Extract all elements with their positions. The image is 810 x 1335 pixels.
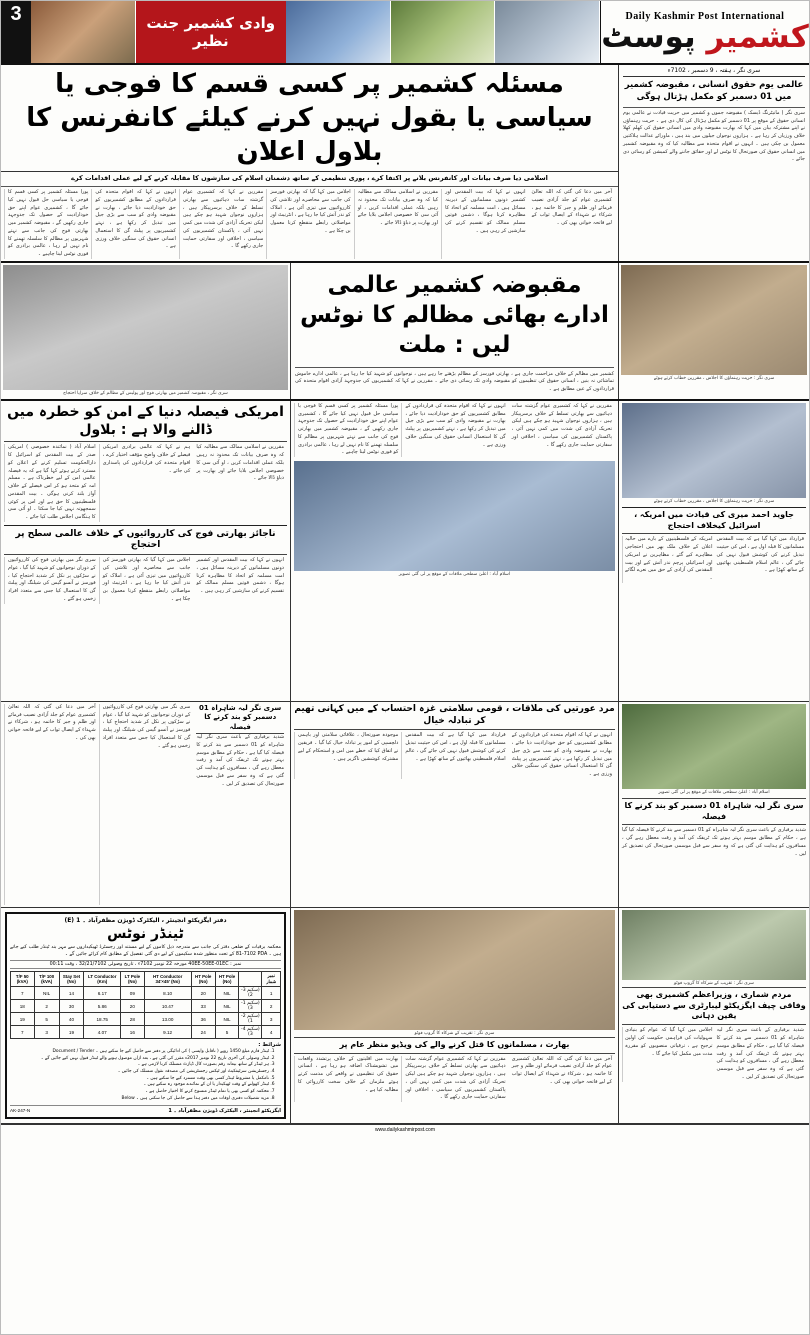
officials-photo-caption: اسلام آباد : اعلیٰ سطحی ملاقات کے موقع پر لی گئی تصویر — [658, 789, 770, 795]
cell-hp: NIL — [215, 1013, 239, 1026]
cell-ltpole: 20 — [121, 1000, 144, 1013]
cell-serial: 2 — [262, 1000, 281, 1013]
article-7b-headline: بھارت ، مسلمانوں کا قتل کرنے والے کی ویڈیو منظر عام پر — [294, 1037, 615, 1054]
col-t50: T/F 50 (kVA) — [11, 972, 35, 987]
cell-scheme: (سکیم 2-1) — [239, 1013, 262, 1026]
cell-ltcond: 4.07 — [84, 1026, 121, 1039]
col-scheme — [239, 972, 262, 987]
list-item: 2. ٹینڈر وصولی کی آخری تاریخ 22 نومبر 2017ء مقرر کی گئی ہے ، بعد ازاں موصول ہونے والے ٹینڈر قبول نہیں کیے جائیں گے ۔ — [10, 1056, 269, 1063]
cell-ltcond: 5.86 — [84, 1000, 121, 1013]
article-1-body: اسلام آباد ( نمائندہ خصوصی ) امریکی صدر کے بیت المقدس کو اسرائیل کا دارالحکومت تسلیم کرنے کے اعلان کو مسترد کرتے ہوئے کہا گیا ہے کہ یہ فیصلہ عالمی امن کے لیے خطرناک ہے ۔ مسلم امہ کو متحد ہو کر اس فیصلے کے خلاف آواز بلند کرنی ہوگی ۔ بیت المقدس فلسطینیوں کا حق ہے اور اس پر کوئی سمجھوتہ نہیں کیا جا سکتا ۔ او آئی سی کا ہنگامی اجلاس طلب کیا جائے ۔ — [4, 444, 99, 522]
tender-notice — [5, 912, 286, 1119]
cell-stay: 14 — [59, 987, 83, 1000]
list-item: 6. ٹینڈر کھولنے کے وقت ٹھیکیدار یا ان کے نمائندے موجود رہ سکتے ہیں ۔ — [10, 1082, 269, 1089]
page-number: 3 — [1, 1, 31, 63]
mid-column-1: پورا مسئلہ کشمیر پر کسی قسم کا فوجی یا سیاسی حل قبول نہیں کیا جائے گا ، کشمیری عوام اپنے حق خودارادیت کے حصول تک جدوجہد جاری رکھیں گے ، مقبوضہ کشمیر میں بھارتی فوج کی جانب سے نہتے شہریوں پر مظالم کا سلسلہ تھمنے کا نام نہیں لے رہا ، عالمی برادری کو فوری نوٹس لینا چاہیے ۔ — [294, 403, 401, 457]
rhs-body: سری نگر ( مانیٹرنگ ڈیسک ) مقبوضہ جموں و کشمیر میں حریت قیادت نے عالمی یوم انسانی حقوق کے موقع پر 10 دسمبر کو مکمل ہڑتال کی کال دی ہے ۔ حریت رہنماؤں نے اپنے مشترکہ بیان میں کہا کہ بھارت مقبوضہ وادی میں انسانی حقوق کی کھلم کھلا خلاف ورزیاں کر رہا ہے ۔ ہزاروں نوجوان جیلوں میں بند ہیں ، ماورائے عدالت ہلاکتیں معمول بن چکی ہیں ۔ انہوں نے اقوام متحدہ سے مطالبہ کیا کہ وہ مقبوضہ کشمیر میں انسانی حقوق کی صورتحال کا نوٹس لے اور حقائق جاننے والے کمیشن کو رسائی دی جائے ۔ — [623, 109, 805, 163]
article-5-body: موجودہ صورتحال ، علاقائی سلامتی اور باہمی دلچسپی کے امور پر تبادلہ خیال کیا گیا ۔ فریقین نے اتفاق کیا کہ خطے میں امن و استحکام کے لیے مشترکہ کوششیں ناگزیر ہیں ۔ — [294, 732, 401, 779]
cell-hp: NIL — [215, 987, 239, 1000]
lead-column-3: مقررین نے کہا کہ کشمیری عوام گزشتہ سات دہائیوں سے بھارتی تسلط کے خلاف برسرپیکار ہیں ، ہزاروں نوجوان شہید ہو چکے ہیں لیکن تحریک آزادی کی شدت میں کمی نہیں آئی ، پاکستان کشمیریوں کی سیاسی ، اخلاقی اور سفارتی حمایت جاری رکھے گا ۔ — [179, 189, 266, 259]
col-stay: Stay Set (No) — [59, 972, 83, 987]
article-8-body: اجلاس میں کہا گیا کہ عوام کو بنیادی سہولیات کی فراہمی حکومت کی اولین ترجیح ہے ، ترقیاتی منصوبوں کو مقررہ مدت میں مکمل کیا جائے گا ۔ — [622, 1027, 715, 1081]
cell-stay: 19 — [59, 1026, 83, 1039]
article-3-headline: جاوید احمد میری کی قیادت میں امریکہ ، اسرائیل کیخلاف احتجاج — [622, 510, 806, 535]
cell-htpole: 33 — [191, 1000, 215, 1013]
cell-stay: 40 — [59, 1013, 83, 1026]
table-row — [11, 1013, 281, 1026]
cell-serial: 3 — [262, 1013, 281, 1026]
lead-column-5: مقررین نے اسلامی ممالک سے مطالبہ کیا کہ وہ صرف بیانات تک محدود نہ رہیں بلکہ عملی اقدامات کریں ، او آئی سی کا خصوصی اجلاس بلایا جائے اور بھارت پر دباؤ ڈالا جائے ۔ — [354, 189, 441, 259]
cell-ltpole: 09 — [121, 987, 144, 1000]
cell-ltpole: 28 — [121, 1013, 144, 1026]
group-photo-caption: سری نگر : تقریب کے شرکاء کا گروپ فوٹو — [414, 1030, 495, 1036]
cell-scheme: (سکیم 4-3) — [239, 1026, 262, 1039]
cell-htcond: 13.00 — [144, 1013, 191, 1026]
cell-ltcond: 6.17 — [84, 987, 121, 1000]
masthead-photo-4 — [495, 1, 600, 63]
tender-conditions-list — [10, 1049, 269, 1102]
cell-htcond: 10.47 — [144, 1000, 191, 1013]
cell-t50: 19 — [11, 1013, 35, 1026]
article-7b-body: بھارت میں اقلیتوں کے خلاف پرتشدد واقعات میں تشویشناک اضافہ ہو رہا ہے ، انسانی حقوق کی تنظیموں نے واقعے کی مذمت کرتے ہوئے ملزمان کے خلاف سخت کارروائی کا مطالبہ کیا ہے ۔ — [294, 1056, 401, 1103]
mid-column-3: مقررین نے کہا کہ کشمیری عوام گزشتہ سات دہائیوں سے بھارتی تسلط کے خلاف برسرپیکار ہیں ، ہزاروں نوجوان شہید ہو چکے ہیں لیکن تحریک آزادی کی شدت میں کمی نہیں آئی ، پاکستان کشمیریوں کی سیاسی ، اخلاقی اور سفارتی حمایت جاری رکھے گا ۔ — [511, 402, 612, 448]
table-row — [11, 1026, 281, 1039]
page-footer: www.dailykashmirpost.com — [1, 1124, 809, 1135]
article-7-headline: سری نگر لیہ شاہراہ 10 دسمبر کو بند کرنے کا فیصلہ — [622, 798, 806, 826]
tender-table — [10, 971, 281, 1039]
tender-intro: محکمہ برقیات کے ضلعی دفتر کی جانب سے مندرجہ ذیل کاموں کے لیے مستند اور رجسٹرڈ ٹھیکیداروں سے مہر بند ٹینڈر طلب کیے جاتے ہیں ۔ ADP 2017-18 کے تحت منظور شدہ سکیموں کے لیے دی گئی تفصیل کے مطابق کام کرائے جائیں گے ۔ — [10, 944, 281, 958]
seminar-photo — [622, 403, 806, 498]
tender-reference: نمبر : CE10-EE05-EE04 مورخہ 22 نومبر 2017ء ، تاریخ وصولی 2017/12/23 ، وقت 11:00 — [10, 960, 281, 969]
seminar-photo-caption: سری نگر : حریت رہنماؤں کا اجلاس ، مقررین خطاب کرتے ہوئے — [653, 498, 775, 504]
cell-hp: 5 — [215, 1026, 239, 1039]
officials-photo — [622, 704, 806, 789]
publication-logo — [600, 1, 809, 63]
cell-serial: 1 — [262, 987, 281, 1000]
list-item: 4. رجسٹریشن سرٹیفکیٹ اور ٹیکس رجسٹریشن کی مصدقہ نقول منسلک کی جائیں ۔ — [10, 1069, 269, 1076]
tender-signature: ایگزیکٹو انجینئر ، الیکٹرک ڈویژن مظفرآباد ۔ 1 — [168, 1108, 281, 1115]
list-item: 3. ہر ٹینڈر کے ساتھ بیعانہ رقم بصورت کال ڈپازٹ منسلک کرنا لازمی ہے ۔ — [10, 1062, 269, 1069]
meeting-photo-caption: اسلام آباد : اعلیٰ سطحی ملاقات کے موقع پر لی گئی تصویر — [398, 572, 511, 578]
tender-title: ٹینڈر نوٹس — [107, 925, 184, 942]
list-item: 1. ٹینڈر فارم مبلغ 1450 روپے ( ناقابل واپسی ) کی ادائیگی پر دفتر سے حاصل کیے جا سکتے ہیں ۔ Document / Tender — [10, 1049, 269, 1056]
article-2-body-2: اجلاس میں کہا گیا کہ بھارتی فورسز کی جانب سے محاصرے اور تلاشی کی کارروائیوں میں تیزی آئی ہے ، املاک کو نذر آتش کیا جا رہا ہے ، انٹرنیٹ اور مواصلاتی رابطے منقطع کرنا معمول بن چکا ہے ۔ — [99, 557, 194, 604]
mid-column-2: انہوں نے کہا کہ اقوام متحدہ کی قراردادوں کے مطابق کشمیریوں کو حق خودارادیت دیا جائے ، بھارت نے مقبوضہ وادی کو سب سے بڑی جیل میں تبدیل کر رکھا ہے ، نہتے کشمیریوں پر پیلٹ گن کا استعمال انسانی حقوق کی سنگین خلاف ورزی ہے ۔ — [401, 403, 508, 457]
article-7b-body-3: آخر میں دعا کی گئی کہ اللہ تعالیٰ کشمیری عوام کو جلد آزادی نصیب فرمائے اور ظلم و جبر کا خاتمہ ہو ، شرکاء نے شہداء کے ایصال ثواب کے لیے فاتحہ خوانی بھی کی ۔ — [511, 1055, 612, 1085]
article-7b-body-2: مقررین نے کہا کہ کشمیری عوام گزشتہ سات دہائیوں سے بھارتی تسلط کے خلاف برسرپیکار ہیں ، ہزاروں نوجوان شہید ہو چکے ہیں لیکن تحریک آزادی کی شدت میں کمی نہیں آئی ، پاکستان کشمیریوں کی سیاسی ، اخلاقی اور سفارتی حمایت جاری رکھے گا ۔ — [401, 1056, 508, 1103]
cell-scheme: (سکیم 3-2) — [239, 987, 262, 1000]
group-photo — [294, 910, 615, 1030]
lead-column-7: آخر میں دعا کی گئی کہ اللہ تعالیٰ کشمیری عوام کو جلد آزادی نصیب فرمائے اور ظلم و جبر کا خاتمہ ہو ، شرکاء نے شہداء کے ایصال ثواب کے لیے فاتحہ خوانی بھی کی ۔ — [531, 189, 612, 227]
col-serial: نمبر شمار — [262, 972, 281, 987]
ceremony-photo — [622, 910, 806, 980]
col-ht-pole-2: HT Pole (No) — [215, 972, 239, 987]
cell-t50: 7 — [11, 1026, 35, 1039]
protest-photo — [3, 265, 288, 390]
article-1-body-3: مقررین نے اسلامی ممالک سے مطالبہ کیا کہ وہ صرف بیانات تک محدود نہ رہیں بلکہ عملی اقدامات کریں ، او آئی سی کا خصوصی اجلاس بلایا جائے اور بھارت پر دباؤ ڈالا جائے ۔ — [196, 444, 285, 482]
cell-t100: 3 — [34, 1026, 59, 1039]
col-ht-cond: HT Conductor 34'×45' (No) — [144, 972, 191, 987]
tender-ref-code: AK-247-N — [10, 1108, 31, 1114]
article-6-body: شدید برفباری کے باعث سری نگر لیہ شاہراہ کو 10 دسمبر سے بند کرنے کا فیصلہ کیا گیا ہے ، حکام کے مطابق موسم بہتر ہونے تک ٹریفک کی آمد و رفت معطل رہے گی ، مسافروں کو ہدایت کی گئی ہے کہ وہ سفر سے قبل موسمی صورتحال کی تصدیق کر لیں ۔ — [196, 734, 285, 787]
conference-photo-caption: سری نگر : حریت رہنماؤں کا اجلاس ، مقررین خطاب کرتے ہوئے — [653, 375, 775, 381]
article-5-body-2: قرارداد میں کہا گیا ہے کہ بیت المقدس مسلمانوں کا قبلہ اول ہے ، اس کی حیثیت تبدیل کرنے کی کوشش قبول نہیں کی جائے گی ، عالم اسلام فلسطینی بھائیوں کے ساتھ کھڑا ہے ۔ — [401, 732, 508, 779]
masthead-banner-title: وادی کشمیر جنت نظیر — [136, 1, 286, 63]
list-item: 7. محکمہ کو کسی بھی یا تمام ٹینڈر منسوخ کرنے کا اختیار حاصل ہے ۔ — [10, 1089, 269, 1096]
cell-hp: NIL — [215, 1000, 239, 1013]
article-1-headline: امریکی فیصلہ دنیا کے امن کو خطرہ میں ڈالنے والا ہے : بلاول — [4, 403, 287, 442]
cell-serial: 4 — [262, 1026, 281, 1039]
masthead — [1, 1, 809, 65]
lead-subhead: اسلامی دیا صرف بیانات اور کانفرنس بلانے پر اکتفا کرے ، پوری تنظیمی کے ساتھ دشمنان اسلام کی سازشوں کا مقابلہ کرنے کے لیے عملی اقدامات کرے — [1, 172, 618, 187]
cell-t100: NIL — [34, 987, 59, 1000]
meeting-photo — [294, 461, 615, 571]
second-lead-body: کشمیر میں مظالم کے خلاف مزاحمت جاری ہے ، بھارتی فورسز کے مظالم بڑھتے جا رہے ہیں ، نوجوانوں کو شہید کیا جا رہا ہے ، عالمی ادارے خاموش تماشائی نہ بنیں ، انسانی حقوق کی تنظیموں کو مقبوضہ وادی تک رسائی دی جائے ۔ مقررین نے کہا کہ کشمیریوں کی جدوجہد آزادی اقوام متحدہ کی قراردادوں کے عین مطابق ہے ۔ — [295, 367, 614, 394]
cell-htcond: 9.12 — [144, 1026, 191, 1039]
cell-stay: 30 — [59, 1000, 83, 1013]
article-5-headline: مرد عورتیں کی ملاقات ، قومی سلامتی غزہ احتساب کے میں کہانی تھیم کر تبادلہ خیال — [294, 704, 615, 730]
article-8-headline: مردم شماری ، وزیراعظم کشمیری بھی وفاقی چیف ایگزیکٹو لیبارٹری سے دستیابی کی یقین دہانی — [622, 987, 806, 1025]
cell-t50: 7 — [11, 987, 35, 1000]
lead-headline: مسئلہ کشمیر پر کسی قسم کا فوجی یا سیاسی یا بقول نہیں کرنے کیلئے کانفرنس کا بلاول اعلان — [1, 65, 618, 172]
article-3-body-2: قرارداد میں کہا گیا ہے کہ بیت المقدس مسلمانوں کا قبلہ اول ہے ، اس کی حیثیت تبدیل کرنے کی کوشش قبول نہیں کی جائے گی ، عالم اسلام فلسطینی بھائیوں کے ساتھ کھڑا ہے ۔ — [716, 536, 804, 574]
tender-conditions-title: شرائط : — [258, 1042, 281, 1049]
masthead-photo-3 — [391, 1, 496, 63]
list-item: 5. نامکمل یا مشروط ٹینڈر کسی بھی وقت مسترد کیے جا سکتے ہیں ۔ — [10, 1076, 269, 1083]
cell-t100: 2 — [34, 1000, 59, 1013]
article-7-body: شدید برفباری کے باعث سری نگر لیہ شاہراہ کو 10 دسمبر سے بند کرنے کا فیصلہ کیا گیا ہے ، حکام کے مطابق موسم بہتر ہونے تک ٹریفک کی آمد و رفت معطل رہے گی ، مسافروں کو ہدایت کی گئی ہے کہ وہ سفر سے قبل موسمی صورتحال کی تصدیق کر لیں ۔ — [622, 827, 806, 857]
article-2-headline: ناجائز بھارتی فوج کی کارروائیوں کے خلاف عالمی سطح پر احتجاج — [4, 529, 287, 555]
article-8-body-2: شدید برفباری کے باعث سری نگر لیہ شاہراہ کو 10 دسمبر سے بند کرنے کا فیصلہ کیا گیا ہے ، حکام کے مطابق موسم بہتر ہونے تک ٹریفک کی آمد و رفت معطل رہے گی ، مسافروں کو ہدایت کی گئی ہے کہ وہ سفر سے قبل موسمی صورتحال کی تصدیق کر لیں ۔ — [716, 1027, 804, 1080]
masthead-photo-2 — [286, 1, 391, 63]
table-row — [11, 987, 281, 1000]
ceremony-photo-caption: سری نگر : تقریب کے شرکاء کا گروپ فوٹو — [674, 980, 754, 986]
lead-column-1: پورا مسئلہ کشمیر پر کسی قسم کا فوجی یا سیاسی حل قبول نہیں کیا جائے گا ، کشمیری عوام اپنے حق خودارادیت کے حصول تک جدوجہد جاری رکھیں گے ، مقبوضہ کشمیر میں بھارتی فوج کی جانب سے نہتے شہریوں پر مظالم کا سلسلہ تھمنے کا نام نہیں لے رہا ، عالمی برادری کو فوری نوٹس لینا چاہیے ۔ — [4, 189, 91, 259]
cell-htpole: 36 — [191, 1013, 215, 1026]
col-ht-pole: HT Pole (No) — [191, 972, 215, 987]
cell-scheme: (سکیم 1-3) — [239, 1000, 262, 1013]
cell-htpole: 24 — [191, 1026, 215, 1039]
col-lt-cond: LT Conductor (Km) — [84, 972, 121, 987]
publication-urdu-name: کشمیر پوسٹ — [601, 19, 809, 55]
lead-column-2: انہوں نے کہا کہ اقوام متحدہ کی قراردادوں کے مطابق کشمیریوں کو حق خودارادیت دیا جائے ، بھارت نے مقبوضہ وادی کو سب سے بڑی جیل میں تبدیل کر رکھا ہے ، نہتے کشمیریوں پر پیلٹ گن کا استعمال انسانی حقوق کی سنگین خلاف ورزی ہے ۔ — [91, 189, 178, 259]
col-lt-pole: LT Pole (No) — [121, 972, 144, 987]
masthead-photo-1 — [31, 1, 136, 63]
rhs-headline: عالمی یوم حقوق انسانی ، مقبوضہ کشمیر میں 10 دسمبر کو مکمل ہڑتال ہوگی — [623, 77, 805, 108]
article-2-body: سری نگر میں بھارتی فوج کی کارروائیوں کے دوران نوجوانوں کو شہید کیا گیا ، عوام نے سڑکوں پر نکل کر شدید احتجاج کیا ، فورسز نے آنسو گیس کی شیلنگ اور پیلٹ گن کا استعمال کیا جس سے متعدد افراد زخمی ہو گئے ۔ — [4, 557, 99, 604]
article-6-headline: سری نگر لیہ شاہراہ 10 دسمبر کو بند کرنے کا فیصلہ — [196, 704, 284, 734]
col-t100: T/F 100 (kVA) — [34, 972, 59, 987]
cell-ltpole: 16 — [121, 1026, 144, 1039]
cell-htcond: 8.10 — [144, 987, 191, 1000]
issue-date: سری نگر ، ہفتہ ، 9 دسمبر ، 2017ء — [623, 67, 805, 77]
article-1-body-2: ہم نے کہا کہ عالمی برادری امریکی فیصلے کے خلاف واضح مؤقف اختیار کرے ، اقوام متحدہ کی قراردادوں کی پاسداری کی جائے ۔ — [99, 444, 194, 522]
lead-column-6: انہوں نے کہا کہ بیت المقدس اور کشمیر دونوں مسلمانوں کے دیرینہ مسائل ہیں ، امت مسلمہ کو اتحاد کا مظاہرہ کرنا ہوگا ، دشمن قوتیں مسلم ممالک کو تقسیم کرنے کی سازشیں کر رہی ہیں ۔ — [441, 189, 528, 259]
tender-department: دفتر ایگزیکٹو انجینئر ، الیکٹرک ڈویژن مظفرآباد ۔ 1 (E) — [64, 916, 227, 924]
protest-photo-caption: سری نگر ، مقبوضہ کشمیر میں بھارتی فوج اور پولیس کے مظالم کے خلاف سراپا احتجاج — [63, 390, 228, 396]
tender-table-header-row — [11, 972, 281, 987]
article-3-body: امریکہ کے فلسطینیوں کے بارے میں حالیہ اعلان کے خلاف ملک بھر میں احتجاجی مظاہرے کیے گئے ، مظاہرین نے امریکی اور اسرائیلی پرچم نذر آتش کیے اور بیت المقدس کی آزادی کے حق میں نعرے لگائے ۔ — [622, 536, 715, 583]
band4-col-1: آخر میں دعا کی گئی کہ اللہ تعالیٰ کشمیری عوام کو جلد آزادی نصیب فرمائے اور ظلم و جبر کا خاتمہ ہو ، شرکاء نے شہداء کے ایصال ثواب کے لیے فاتحہ خوانی بھی کی ۔ — [4, 704, 99, 905]
list-item: 8. مزید تفصیلات دفتری اوقات میں دفتر ہذا سے حاصل کی جا سکتی ہیں ۔ Below — [10, 1096, 269, 1103]
cell-ltcond: 18.75 — [84, 1013, 121, 1026]
article-2-body-3: انہوں نے کہا کہ بیت المقدس اور کشمیر دونوں مسلمانوں کے دیرینہ مسائل ہیں ، امت مسلمہ کو اتحاد کا مظاہرہ کرنا ہوگا ، دشمن قوتیں مسلم ممالک کو تقسیم کرنے کی سازشیں کر رہی ہیں ۔ — [196, 557, 285, 595]
cell-htpole: 20 — [191, 987, 215, 1000]
cell-t100: 5 — [34, 1013, 59, 1026]
second-lead-headline: مقبوضہ کشمیر عالمی ادارے بھائی مظالم کا نوٹس لیں : ملت — [300, 271, 609, 358]
cell-t50: 18 — [11, 1000, 35, 1013]
publication-english-name: Daily Kashmir Post International — [625, 11, 785, 22]
table-row — [11, 1000, 281, 1013]
band4-col-2: سری نگر میں بھارتی فوج کی کارروائیوں کے دوران نوجوانوں کو شہید کیا گیا ، عوام نے سڑکوں پر نکل کر شدید احتجاج کیا ، فورسز نے آنسو گیس کی شیلنگ اور پیلٹ گن کا استعمال کیا جس سے متعدد افراد زخمی ہو گئے ۔ — [99, 704, 194, 905]
conference-photo — [621, 265, 807, 375]
article-5-body-3: انہوں نے کہا کہ اقوام متحدہ کی قراردادوں کے مطابق کشمیریوں کو حق خودارادیت دیا جائے ، بھارت نے مقبوضہ وادی کو سب سے بڑی جیل میں تبدیل کر رکھا ہے ، نہتے کشمیریوں پر پیلٹ گن کا استعمال انسانی حقوق کی سنگین خلاف ورزی ہے ۔ — [511, 732, 612, 778]
masthead-photo-strip — [31, 1, 600, 63]
lead-column-4: اجلاس میں کہا گیا کہ بھارتی فورسز کی جانب سے محاصرے اور تلاشی کی کارروائیوں میں تیزی آئی ہے ، املاک کو نذر آتش کیا جا رہا ہے ، انٹرنیٹ اور مواصلاتی رابطے منقطع کرنا معمول بن چکا ہے ۔ — [266, 189, 353, 259]
